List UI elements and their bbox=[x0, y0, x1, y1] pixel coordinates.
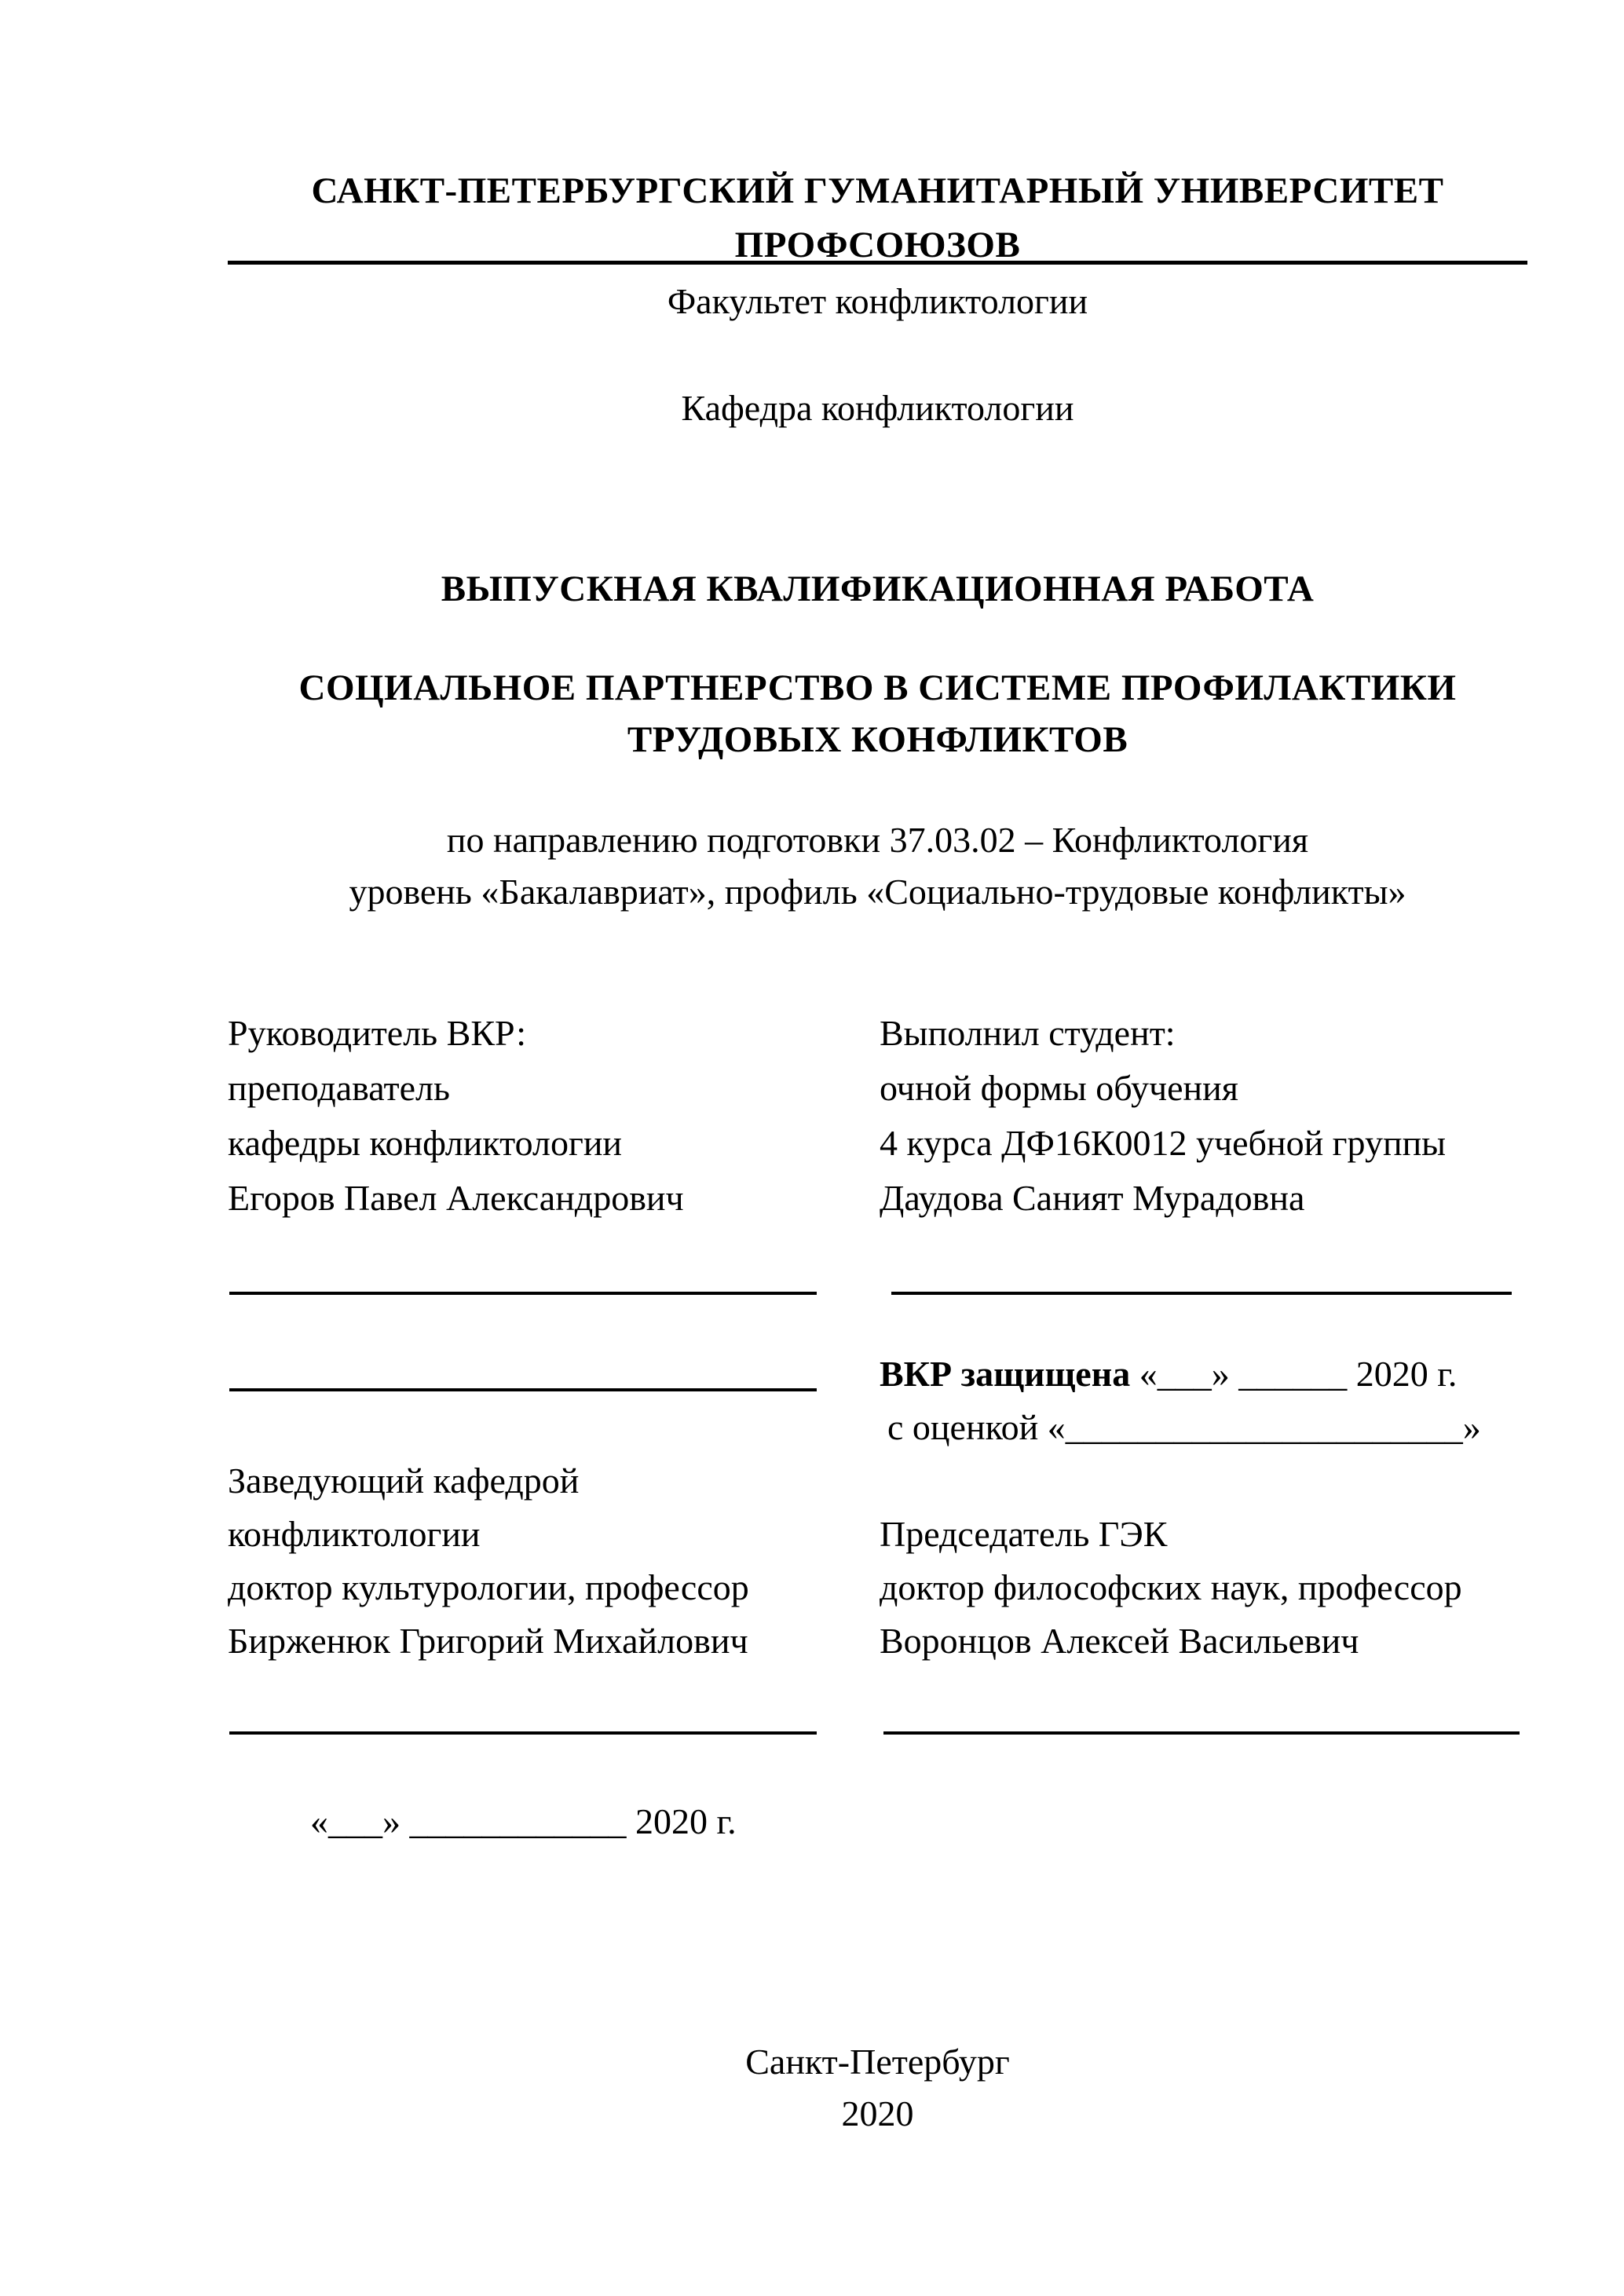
student-form-line: очной формы обучения bbox=[880, 1068, 1238, 1108]
defense-status-line bbox=[880, 1352, 1457, 1395]
university-name-line2: ПРОФСОЮЗОВ bbox=[734, 225, 1021, 265]
program-direction-line: по направлению подготовки 37.03.02 – Конфликтология bbox=[446, 820, 1309, 860]
supervisor-department-line: кафедры конфликтологии bbox=[228, 1123, 623, 1163]
chairman-degree-line: доктор философских наук, профессор bbox=[880, 1567, 1462, 1607]
defense-grade-line: с оценкой «______________________» bbox=[887, 1407, 1481, 1447]
chairman-name-line: Воронцов Алексей Васильевич bbox=[880, 1621, 1359, 1661]
supervisor-position-line: преподаватель bbox=[228, 1068, 450, 1108]
student-role-line: Выполнил студент: bbox=[880, 1013, 1176, 1053]
head-name-line: Бирженюк Григорий Михайлович bbox=[228, 1621, 748, 1661]
year-line: 2020 bbox=[841, 2093, 914, 2133]
student-signature-line bbox=[891, 1292, 1512, 1295]
supervisor-signature-line bbox=[229, 1292, 817, 1295]
supervisor-role-line: Руководитель ВКР: bbox=[228, 1013, 527, 1053]
thesis-title-line1: СОЦИАЛЬНОЕ ПАРТНЕРСТВО В СИСТЕМЕ ПРОФИЛАКТИКИ bbox=[298, 667, 1457, 708]
head-role-line2: конфликтологии bbox=[228, 1514, 481, 1554]
student-group-line: 4 курса ДФ16К0012 учебной группы bbox=[880, 1123, 1447, 1163]
head-role-line1: Заведующий кафедрой bbox=[228, 1461, 580, 1501]
faculty-line: Факультет конфликтологии bbox=[667, 281, 1088, 321]
department-line: Кафедра конфликтологии bbox=[681, 388, 1074, 428]
work-type-heading: ВЫПУСКНАЯ КВАЛИФИКАЦИОННАЯ РАБОТА bbox=[441, 569, 1315, 609]
defense-status-bold: ВКР защищена bbox=[880, 1354, 1131, 1394]
head-signature-line-lower bbox=[229, 1731, 817, 1735]
chairman-role-line: Председатель ГЭК bbox=[880, 1514, 1168, 1554]
thesis-title-line2: ТРУДОВЫХ КОНФЛИКТОВ bbox=[627, 719, 1128, 760]
chairman-signature-line bbox=[883, 1731, 1520, 1735]
city-line: Санкт-Петербург bbox=[745, 2042, 1010, 2082]
program-level-line: уровень «Бакалавриат», профиль «Социально-трудовые конфликты» bbox=[349, 872, 1406, 912]
student-name-line: Даудова Саният Мурадовна bbox=[880, 1178, 1305, 1218]
date-line: «___» ____________ 2020 г. bbox=[310, 1801, 737, 1841]
head-degree-line: доктор культурологии, профессор bbox=[228, 1567, 749, 1607]
university-name-line1: САНКТ-ПЕТЕРБУРГСКИЙ ГУМАНИТАРНЫЙ УНИВЕРСИТЕТ bbox=[311, 170, 1444, 211]
defense-status-rest: «___» ______ 2020 г. bbox=[1130, 1354, 1458, 1394]
supervisor-name-line: Егоров Павел Александрович bbox=[228, 1178, 684, 1218]
head-signature-line-upper bbox=[229, 1388, 817, 1391]
header-divider-rule bbox=[228, 261, 1527, 265]
